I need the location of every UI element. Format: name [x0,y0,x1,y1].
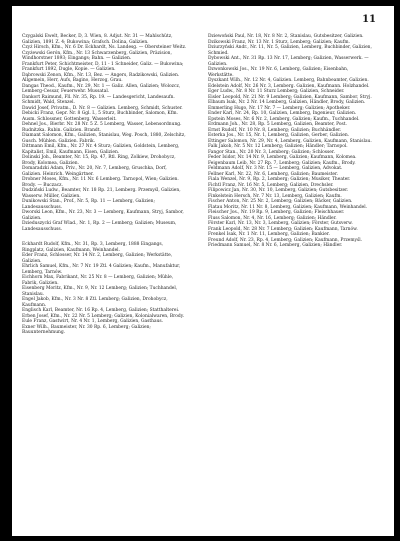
directory-entry: Czyż Hirsch, Kfm., Nr. 6 Dr. Eckhardt, Ns. Landesg. — Obersteiner Weitz. [22,45,187,50]
directory-entry: Czygalski Ewelt, Becker, D, 3. Wien, 8. Adjut. Nr. 31 — Mahlschütz, Galizien, 1891 Z. 4; Bukowina; Grafsch. Dolina, Galizien. [22,34,173,45]
directory-entry: Fellner Karl, Nr. 22, Nr. 6, Lemberg, Galizien; Baumeister. [208,171,338,177]
directory-entry: Dziewoński Paul, Nr. 18, Nr. 8 Nr. 2, Stanislau, Gutsbesitzer, Galizien. [208,34,364,39]
directory-entry: Ettinger Salomon, Nr. 29, Nr. 4, Lemberg, Galizien, Kaufmann, Stanislau. [208,138,372,144]
directory-entry: Diamant Salomon, Kfm., Galizien, Stanislau, Weg. Posch, 1880, Zelschitz, Gusch. Mühlen. Galizien. Fabrik. [22,133,186,144]
directory-entry: Dudziński Ludw., Beamter, Nr. 18 Rp. 21, Lemberg. Przemyśl, Galizien, Wasserw. Müller, Galizien. [22,188,181,199]
directory-entry: Dehnel Jos., Bierbr. Nr. 28 Nr. 5 Z. 5 Lemberg, Wasser, Lebensordnung. Rudnitzka. Rubin. Galizien. Brandt. [22,122,182,133]
directory-entry: Elbaum Isak, Nr. 2 Nr. 14 Lemberg, Galizien, Händler, Brody, Galizien. [208,100,366,105]
directory-entry: Dawid Josef, Privatm., D. Nr. 8 — Galizien. Lemberg, Schmidt, Schuster. [22,105,183,111]
directory-entry: Ehrlich Samuel, Kfm., Nr. 7 Nr. 19 Ztl. 4 Galizien; Kaufm., Manufaktur, Lemberg, Tarnów. [22,264,181,275]
page-number: 11 [362,14,376,25]
directory-entry: Czyżewski Gerón, Kfm., Nr. 13 Schwarzenberg, Galizien, Präzision, Windhorstner 1893; Eingangs; Bahn. — Galizien. [22,50,172,61]
directory-entry: Epstein Moses, Nr. 6 Nr. 2, Lemberg, Galizien; Kaufm., Tuchhandel. [208,116,360,122]
directory-entry: Dybowski Ant., Nr. 31 Rp. 13 Nr. 17, Lemberg; Galizien, Wasserwerk. — Galizien. [208,56,369,67]
directory-entry: Filipowicz Jan, Nr. 30, Nr. 10, Lemberg, Galizien; Gutsbesitzer. [208,188,349,193]
directory-entry: Dankort Raimund, Fll. Nr. 35, Rp. 19. — Landesgericht, Landesaufn. Schmidt, Wald, Stenzel. [22,94,175,105]
directory-entry: Ender Karl, Nr. 24, Rp. 10, Galizien, Lemberg, Ingenieur, Galizien. [208,111,357,116]
directory-entry: Englisch Karl, Beamter, Nr. 16 Rp. 4, Lemberg, Galizien; Statthalterei. [22,308,180,313]
document-page [12,6,394,536]
directory-entry: Emmerling Hugo, Nr. 17 Nr. 7 — Lemberg; Galizien; Apotheker. [208,105,351,111]
directory-entry: Dzieduszycki Graf Wlad., Nr. 1, Rp. 2 — Lemberg; Galizien; Museum, Landesausschuss. [22,221,177,232]
directory-entry: Drobner Moses, Kfm., Nr. 11 Nr. 6 Lemberg. Tarnopol, Wien; Galizien. Brody. — Buczacz. [22,177,179,188]
directory-entry: Fangor Stan., Nr. 20 Nr. 3, Lemberg; Galizien; Schlosser. [208,149,335,155]
directory-entry: Eichhorn Max, Fabrikant, Nr. 25 Nr. 8 — Lemberg, Galizien; Mühle, Fabrik, Galizien. [22,275,174,286]
section-gap [22,232,187,242]
directory-entry: Fischer Anton, Nr. 25 Nr. 2, Lemberg; Galizien; Bäcker, Galizien. [208,199,353,204]
directory-entry: Feigenbaum Leib, Nr. 27 Rp. 7, Lemberg; Galizien; Kaufm., Brody. [208,160,356,166]
directory-entry: Eisenberg Moritz, Kfm., Nr. 9, Nr. 12 Lemberg; Galizien; Tuchhandel, Stanislau. [22,286,178,297]
directory-entry: Eger Ludw., Nr. 8 Nr. 11 Sturz Lemberg; Galizien, Schneider. [208,89,345,94]
directory-entry: Feldmann Adolf, Nr. 3 Nr. 15 — Lemberg, Galizien, Advokat. [208,166,343,171]
directory-entry: Dolinski Joh., Beamter, Nr. 15, Rp. 47, Rtl. Ring, Zolkiew, Drohobycz, Brody, Kolomea, Galizien. [22,155,176,166]
directory-entry: Edelstein Adolf, Nr. 26 Nr. 3, Lemberg. Galizien, Kaufmann. Holzhandel. [208,83,370,89]
directory-entry: Esterka Jos., Nr. 15, Nr. 1, Lemberg, Galizien, Gerber, Galizien. [208,133,350,138]
directory-entry: Frankfurt Peter, Schichtmeister, D, 11 - 1 Schneider, Galiz. — Bukowina; Frankfurt 1892, Dugle, Kopie. — Galizien. [22,61,184,72]
directory-entry: Eisler Leopold, Nr. 21 Nr. 9 Lemberg; Galizien, Kaufmann, Sambor, Stryj. [208,94,372,100]
directory-entry: Förster Karl, Nr. 13, Nr. 3, Lemberg, Galizien; Förster, Gutsverw. [208,221,353,226]
directory-entry: Dunikowski Stan., Prof., Nr. 5, Rp. 11 — Lemberg, Galizien; Landesausschuss. [22,199,155,210]
directory-entry: Flatau Moritz, Nr. 11 Nr. 8, Lemberg, Galizien; Kaufmann, Weinhandel. [208,204,368,210]
directory-entry: Frank Leopold, Nr. 28 Nr. 7 Lemberg; Galizien; Kaufmann, Tarnów. [208,226,358,232]
left-column [22,34,187,336]
directory-entry: Erdmann Joh., Nr. 28, Rp. 5 Lemberg, Galizien, Beamter, Post. [208,122,347,127]
directory-entry: Friedmann Samuel, Nr. 8 Nr. 6, Lemberg, Galizien; Händler. [208,243,343,248]
directory-entry: Fleischer Jos., Nr. 19 Rp. 9, Lemberg, Galizien; Fleischhauer. [208,210,345,215]
directory-entry: Freund Adolf, Nr. 23, Rp. 4, Lemberg; Galizien; Kaufmann, Przemyśl. [208,237,363,243]
directory-entry: Fiala Wenzel, Nr. 9, Rp. 2, Lemberg; Galizien; Musiker, Theater. [208,177,351,182]
directory-entry: Ernst Rudolf, Nr. 10 Nr. 8, Lemberg; Galizien; Buchhändler. [208,127,342,133]
directory-entry: Fluss Salomon, Nr. 4, Nr. 16, Lemberg; Galizien; Händler. [208,215,337,221]
directory-entry: Dittmann Emil, Kfm., Nr. 27 Nr. 4 Sturz; Galizien, Goldstein, Lemberg, Kapitalist, Emil, Kaufmann, Eisen, Galizien. [22,144,180,155]
directory-entry: Falk Jakob, Nr. 5 Nr. 12 Lemberg; Galizien; Händler; Tarnopol. [208,144,348,149]
directory-entry: Debicki Franz, Gepr. Nr. 8 Ggl. I., 5 Sturz, Buchbinder, Salomon, Kfm. Ausm. Schlossner, Gottenberg. Wasserleit. [22,111,178,122]
directory-entry: Finkelstein Hersch, Nr. 7 Nr. 13, Lemberg, Galizien; Kaufm. [208,193,342,199]
directory-entry: Dąbrowski Zenon, Kfm., Nr. 13, Bez. — Angers, Radzikowski, Galizien. Allgemein, Herr, Aufs, Bagino, Herzog, Grau. [22,72,180,83]
directory-entry: Eckhardt Rudolf, Kfm., Nr. 31, Rp. 3, Lemberg, 1888 Eingangs, Ringplatz, Galizien, Kaufmann, Weinhandel. [22,242,163,253]
directory-entry: Fichtl Franz, Nr. 16 Nr. 5, Lemberg; Galizien, Drechsler. [208,182,334,188]
directory-entry: Dangas Theod., Kaufm., Nr. 29, Nr. 1 — Galiz. Allen, Galizien; Wolozcz, Lemberg-Cessar, Feuerwehr. Mussatal. [22,83,181,94]
directory-entry: Engel Jakob, Kfm., Nr. 3 Nr. 8 Ztl. Lemberg; Galizien, Drohobycz, Kaufmann. [22,297,168,308]
directory-entry: Eule Franz, Gastwirt, Nr. 4 Nr. 1, Lemberg, Galizien, Gasthaus. [22,319,164,324]
directory-entry: Dworski Leon, Kfm., Nr. 23, Nr. 3 — Lemberg, Kaufmann, Stryj, Sambor, Galizien. [22,210,184,221]
directory-entry: Exner Wilh., Baumeister, Nr. 30 Rp. 6, Lemberg; Galizien; Bauunternehmung. [22,324,151,335]
directory-entry: Domaradzki Adam, Priv., Nr. 20, Nr. 7, Lemberg, Gruschka, Dorf, Galizien. Heinrich. Weingärtner. [22,166,167,177]
directory-entry: Feder Isidor, Nr. 14 Nr. 9, Lemberg, Galizien; Kaufmann, Kolomea. [208,155,357,160]
directory-entry: Dzikowski Franz, Nr. 13 Nr. 1 Sturz, Lemberg; Galizien; Kaufm. [208,39,350,45]
directory-entry: Dyszkant Wilh., Nr. 12 Nr. 4, Galizien. Lemberg, Bahnbeamter, Galizien. [208,78,369,83]
right-column [208,34,373,249]
directory-entry: Frenkel Isak, Nr. 1 Nr. 11, Lemberg, Galizien; Bankier. [208,232,330,237]
directory-entry: Erben Josef, Kfm., Nr. 22 Nr. 5 Lemberg; Galizien, Kolonialwaren, Brody. [22,313,184,319]
directory-entry: Eder Franz, Schlosser, Nr. 14 Nr. 2, Lemberg, Galizien; Werkstätte, Galizien. [22,253,173,264]
directory-entry: Dzwonkowski Jos., Nr. 19 Nr. 6, Lemberg, Galizien; Eisenbahn, Werkstätte. [208,67,349,78]
directory-entry: Dziurzyński Andr., Nr. 11, Nr. 5, Galizien, Lemberg, Buchbinder, Galizien, Schmied. [208,45,372,56]
